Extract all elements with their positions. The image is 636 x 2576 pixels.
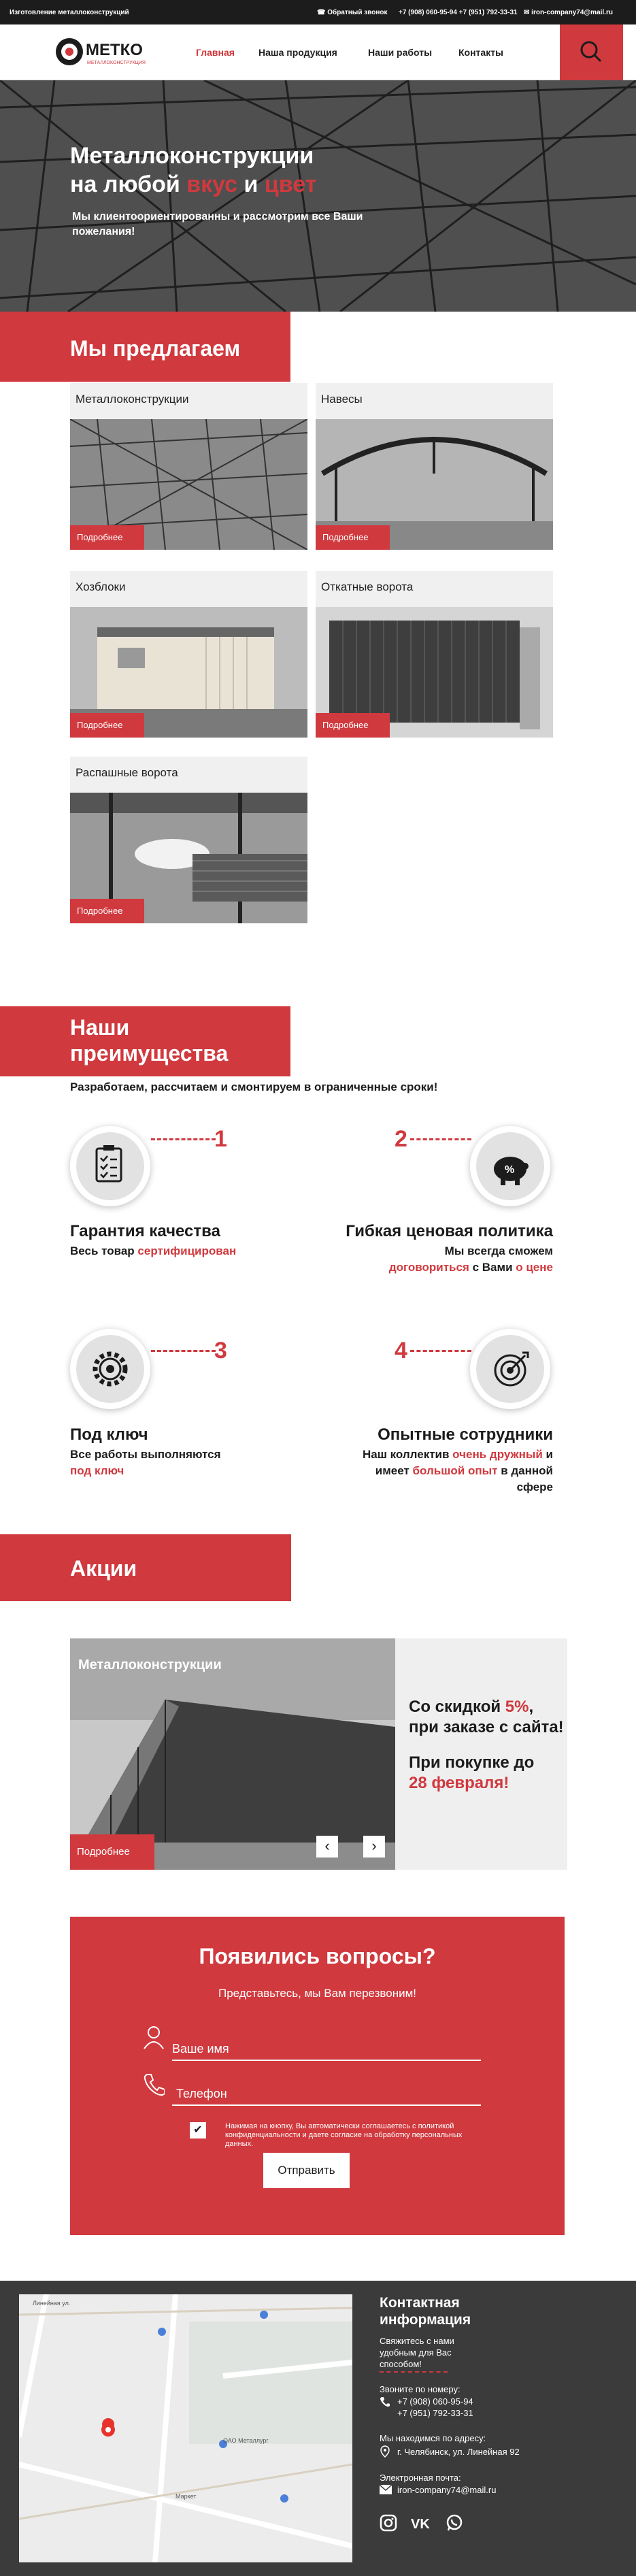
- footer-divider: [380, 2371, 448, 2373]
- logo-sub: МЕТАЛЛОКОНСТРУКЦИЯ: [87, 61, 146, 65]
- product-card[interactable]: Хозблоки Подробнее: [70, 571, 307, 738]
- form-subtitle: Представьтесь, мы Вам перезвоним!: [218, 1987, 417, 2000]
- advantage-text: Мы всегда сможем договориться с Вами о цене: [388, 1244, 553, 1274]
- email-label: Электронная почта:: [380, 2473, 461, 2483]
- address-label: Мы находимся по адресу:: [380, 2433, 486, 2443]
- advantage-title: Под ключ: [70, 1425, 148, 1444]
- hero-title: Металлоконструкции на любой вкус и цвет: [70, 143, 317, 197]
- gear-icon: [76, 1335, 144, 1403]
- more-button[interactable]: Подробнее: [70, 525, 144, 550]
- slider-prev-button[interactable]: ‹: [316, 1836, 338, 1857]
- advantage-number: 1: [214, 1126, 227, 1152]
- phone-input[interactable]: Телефон: [172, 2087, 481, 2106]
- footer-tagline: Свяжитесь с нами удобным для Вас способом!: [380, 2336, 454, 2369]
- logo-text: МЕТКО: [86, 41, 143, 59]
- map[interactable]: [19, 2294, 352, 2562]
- logo[interactable]: [53, 34, 155, 69]
- phone-icon: [380, 2396, 390, 2407]
- footer-phone2[interactable]: +7 (951) 792-33-31: [397, 2408, 473, 2418]
- slider-next-button[interactable]: ›: [363, 1836, 385, 1857]
- svg-text:Линейная ул.: Линейная ул.: [33, 2300, 71, 2307]
- advantage-title: Гибкая ценовая политика: [346, 1222, 553, 1240]
- more-button[interactable]: Подробнее: [70, 899, 144, 923]
- advantage-title: Гарантия качества: [70, 1222, 220, 1240]
- checklist-icon: [76, 1132, 144, 1200]
- footer: [0, 2281, 636, 2576]
- advantage-title: Опытные сотрудники: [378, 1425, 553, 1444]
- promo-heading: Акции: [70, 1556, 137, 1581]
- advantage-icon-circle: [470, 1329, 550, 1409]
- form-title: Появились вопросы?: [199, 1944, 436, 1968]
- promo-slide-title: Металлоконструкции: [78, 1657, 222, 1672]
- svg-text:%: %: [505, 1164, 515, 1176]
- product-card[interactable]: Навесы Подробнее: [316, 383, 553, 550]
- location-icon: [380, 2445, 390, 2458]
- piggy-bank-icon: [476, 1132, 544, 1200]
- advantage-number: 2: [395, 1126, 407, 1152]
- phone-icon: [143, 2072, 165, 2096]
- advantage-icon-circle: [70, 1329, 150, 1409]
- consent-text: Нажимая на кнопку, Вы автоматически соглашаетесь с политикой конфиденциальности и даете согласие на обработку персональных данных.: [225, 2122, 463, 2148]
- product-card[interactable]: Распашные ворота Подробнее: [70, 757, 307, 923]
- name-input[interactable]: Ваше имя: [172, 2042, 481, 2061]
- search-button[interactable]: [560, 24, 623, 80]
- instagram-icon[interactable]: [380, 2514, 397, 2532]
- consent-checkbox[interactable]: ✔: [190, 2122, 206, 2139]
- search-icon: [560, 24, 623, 80]
- advantage-connector: [410, 1138, 471, 1140]
- whatsapp-icon[interactable]: [446, 2514, 463, 2532]
- submit-button[interactable]: Отправить: [263, 2153, 350, 2188]
- advantage-icon-circle: [70, 1126, 150, 1206]
- callback-link[interactable]: ☎ Обратный звонок: [317, 9, 388, 16]
- user-icon: [143, 2026, 165, 2050]
- advantages-heading: Наши преимущества: [70, 1015, 229, 1066]
- more-button[interactable]: Подробнее: [316, 713, 390, 738]
- mail-icon: [380, 2485, 392, 2494]
- footer-email[interactable]: iron-company74@mail.ru: [397, 2485, 497, 2495]
- advantage-text: Наш коллектив очень дружный и имеет большой опыт в данной сфере: [363, 1448, 553, 1493]
- promo-text-panel: [395, 1638, 567, 1870]
- footer-phone1[interactable]: +7 (908) 060-95-94: [397, 2396, 473, 2407]
- nav-works[interactable]: Наши работы: [368, 47, 433, 58]
- nav-contacts[interactable]: Контакты: [458, 47, 504, 58]
- email-link[interactable]: ✉ iron-company74@mail.ru: [524, 9, 613, 16]
- advantage-number: 4: [395, 1338, 407, 1364]
- svg-text:ОАО Металлург: ОАО Металлург: [223, 2437, 269, 2444]
- vk-icon[interactable]: [411, 2514, 433, 2532]
- footer-address: г. Челябинск, ул. Линейная 92: [397, 2447, 520, 2457]
- advantage-icon-circle: [470, 1126, 550, 1206]
- callback-form: [70, 1917, 565, 2235]
- hero-subtitle: Мы клиентоориентированны и рассмотрим все Ваши пожелания!: [72, 211, 363, 237]
- product-card[interactable]: Металлоконструкции Подробнее: [70, 383, 307, 550]
- call-label: Звоните по номеру:: [380, 2384, 461, 2394]
- advantages-heading-band: [0, 1006, 290, 1076]
- advantages-intro: Разработаем, рассчитаем и смонтируем в ограниченные сроки!: [70, 1080, 438, 1093]
- advantage-connector: [151, 1350, 216, 1352]
- offer-heading-band: [0, 312, 290, 382]
- top-bar: [0, 0, 636, 24]
- hero: [0, 80, 636, 312]
- advantage-text: Все работы выполняются под ключ: [70, 1448, 221, 1477]
- advantage-connector: [151, 1138, 216, 1140]
- more-button[interactable]: Подробнее: [316, 525, 390, 550]
- promo-more-button[interactable]: Подробнее: [70, 1834, 154, 1870]
- promo-slide: [70, 1638, 395, 1870]
- svg-text:Маркет: Маркет: [175, 2493, 197, 2500]
- svg-text:VK: VK: [411, 2517, 430, 2532]
- footer-heading: Контактная информация: [380, 2295, 471, 2328]
- offer-heading: Мы предлагаем: [70, 336, 241, 361]
- tagline: Изготовление металлоконструкций: [10, 9, 129, 16]
- promo-deadline: При покупке до 28 февраля!: [409, 1753, 535, 1792]
- advantage-number: 3: [214, 1338, 227, 1364]
- nav-products[interactable]: Наша продукция: [258, 47, 337, 58]
- promo-heading-band: [0, 1534, 291, 1601]
- nav-home[interactable]: Главная: [196, 47, 235, 58]
- promo-discount: Со скидкой 5%, при заказе с сайта!: [409, 1698, 564, 1736]
- header: [0, 24, 636, 80]
- advantage-connector: [410, 1350, 471, 1352]
- phones[interactable]: +7 (908) 060-95-94 +7 (951) 792-33-31: [399, 9, 518, 16]
- advantage-text: Весь товар сертифицирован: [70, 1244, 237, 1257]
- logo-mark-icon: [53, 34, 155, 69]
- target-icon: [476, 1335, 544, 1403]
- more-button[interactable]: Подробнее: [70, 713, 144, 738]
- product-card[interactable]: Откатные ворота Подробнее: [316, 571, 553, 738]
